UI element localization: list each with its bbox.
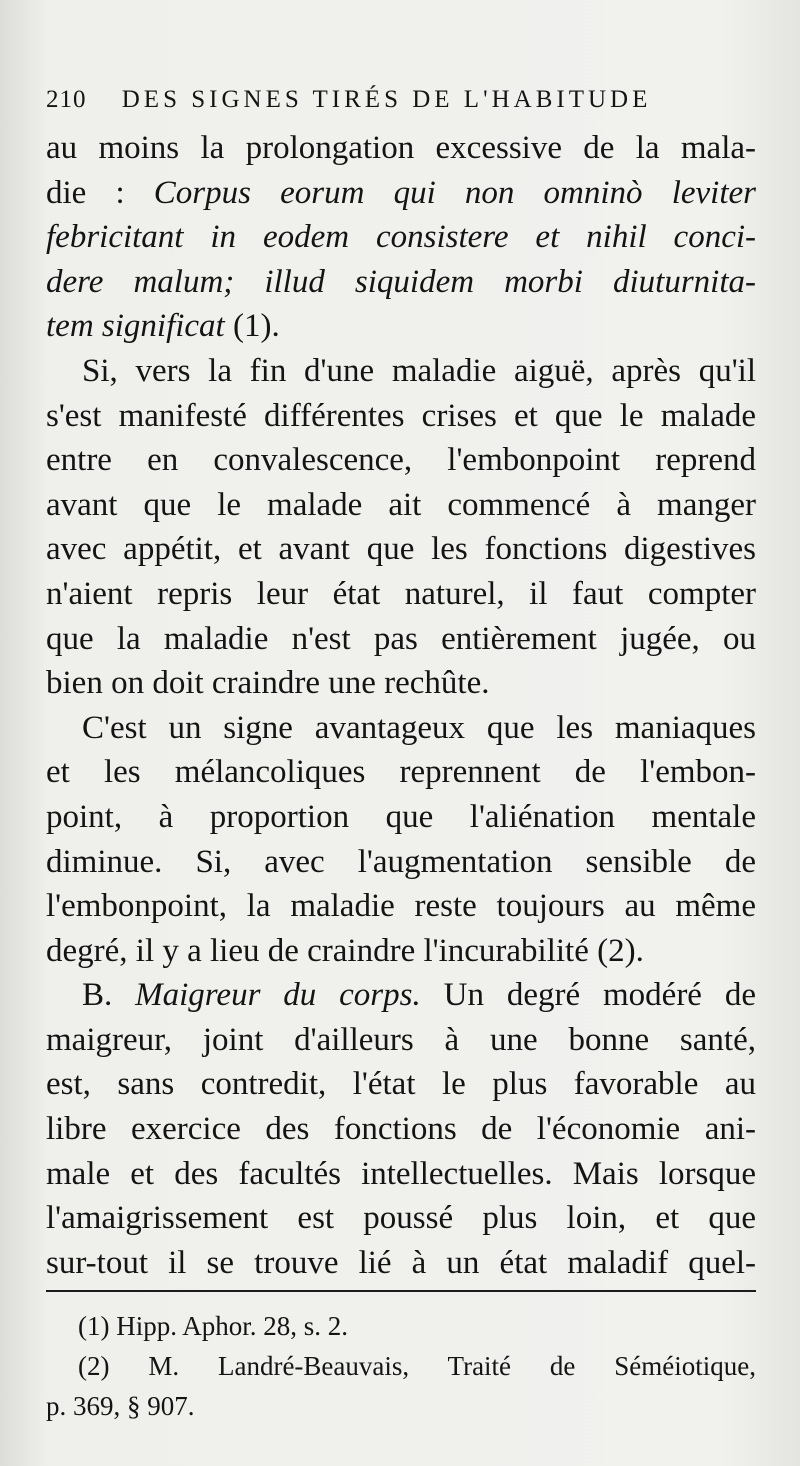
footnote-rule [46,1290,756,1292]
text-line: l'amaigrissement est poussé plus loin, et que [46,1200,756,1237]
text-line: avant que le malade ait commencé à manger [46,486,756,523]
text-line: B. Maigreur du corps. Un degré modéré de [82,977,756,1014]
text-line: diminue. Si, avec l'augmentation sensible de [46,843,756,880]
text-line: libre exercice des fonctions de l'économie ani- [46,1111,756,1148]
text-line: male et des facultés intellectuelles. Mais lorsque [46,1155,756,1192]
footnote-2: (2) M. Landré-Beauvais, Traité de Séméiotique, [78,1351,756,1381]
text-line: dere malum; illud siquidem morbi diuturnita- [46,263,756,300]
text-line: sur-tout il se trouve lié à un état maladif quel- [46,1244,756,1281]
text-line: l'embonpoint, la maladie reste toujours au même [46,888,756,925]
text-line: febricitant in eodem consistere et nihil conci- [46,219,756,256]
body-text [46,126,756,1285]
running-title: DES SIGNES TIRÉS DE L'HABITUDE [121,86,652,113]
text-line: que la maladie n'est pas entièrement jugée, ou [46,620,756,657]
text-line: au moins la prolongation excessive de la mala- [46,130,756,166]
footnote-1: (1) Hipp. Aphor. 28, s. 2. [78,1311,348,1341]
page-header [46,86,756,114]
page-number: 210 [46,86,87,113]
text-line: maigreur, joint d'ailleurs à une bonne santé, [46,1021,756,1058]
text-line: avec appétit, et avant que les fonctions digestives [46,531,756,568]
text-line: est, sans contredit, l'état le plus favorable au [46,1066,756,1103]
text-line: C'est un signe avantageux que les maniaques [82,709,756,746]
text-line: Si, vers la fin d'une maladie aiguë, après qu'il [82,352,756,389]
text-line: tem significat (1). [46,308,280,345]
text-line: degré, il y a lieu de craindre l'incurabilité (2). [46,932,644,969]
text-line: entre en convalescence, l'embonpoint reprend [46,442,756,479]
footnotes [46,1306,756,1426]
footnote-2-continued: p. 369, § 907. [46,1391,195,1421]
text-line: point, à proportion que l'aliénation mentale [46,798,756,835]
text-line: et les mélancoliques reprennent de l'embon- [46,754,756,791]
text-line: n'aient repris leur état naturel, il faut compter [46,575,756,612]
text-line: bien on doit craindre une rechûte. [46,665,490,702]
text-line: die : Corpus eorum qui non omninò leviter [46,174,756,211]
text-line: s'est manifesté différentes crises et que le malade [46,397,756,434]
